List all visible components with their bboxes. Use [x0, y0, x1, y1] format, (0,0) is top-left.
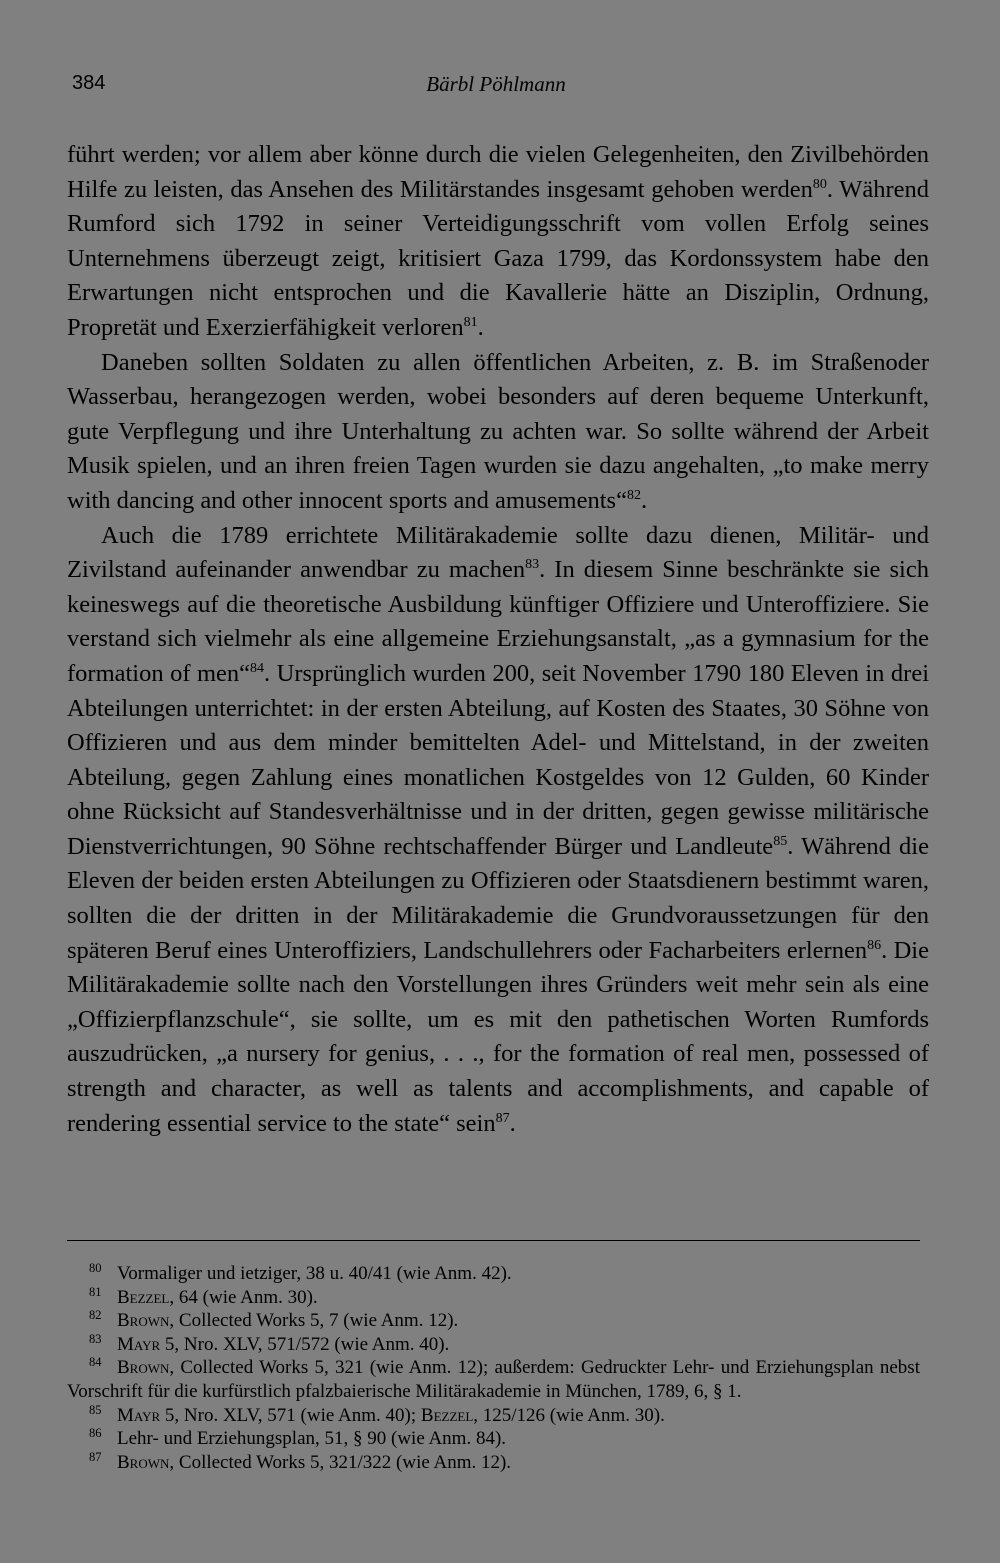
footnote-reference: 86	[867, 937, 882, 953]
footnote: 80 Vormaliger und ietziger, 38 u. 40/41 (wie Anm. 42).	[89, 1261, 512, 1284]
text-run: , Collected Works 5, 321/322 (wie Anm. 12).	[169, 1451, 512, 1473]
text-run: Vormaliger und ietziger, 38 u. 40/41 (wie Anm. 42).	[117, 1263, 512, 1284]
author-name: Bezzel	[117, 1286, 170, 1308]
text-run: . Während Rumford sich 1792 in seiner Verteidigungsschrift vom vollen Erfolg seines Unternehmens überzeugt zeigt, kritisiert Gaza 1799, das Kordonssystem habe den Erwartungen nicht entsprochen und die Kavallerie hätte an Disziplin, Ordnung, Propretät und Exerzierfähigkeit verloren	[67, 175, 929, 341]
text-run: . Ursprünglich wurden 200, seit November 1790 180 Eleven in drei Abteilungen unterrichtet: in der ersten Abteilung, auf Kosten des Staates, 30 Söhne von Offizieren und aus dem minder bemittelten Adel- und Mittelstand, in der zweiten Abteilung, gegen Zahlung eines monatlichen Kostgeldes von 12 Gulden, 60 Kinder ohne Rücksicht auf Standesverhältnisse und in der dritten, gegen gewisse militärische Dienstverrichtungen, 90 Söhne rechtschaffender Bürger und Landleute	[67, 659, 929, 860]
body-paragraph	[67, 346, 929, 519]
footnote: 81 Bezzel, 64 (wie Anm. 30).	[89, 1284, 318, 1308]
page-header	[72, 68, 920, 102]
footnote-reference: 87	[495, 1110, 510, 1126]
text-run: 5, Nro. XLV, 571/572 (wie Anm. 40).	[160, 1333, 450, 1355]
text-run: Lehr- und Erziehungsplan, 51, § 90 (wie Anm. 84).	[117, 1428, 507, 1450]
author-name: Brown	[117, 1310, 170, 1332]
text-run: .	[477, 313, 484, 341]
text-run: Auch die 1789 errichtete Militärakademie sollte dazu dienen, Militär- und Zivilstand aufeinander anwendbar zu machen	[67, 521, 929, 584]
text-run: . In diesem Sinne beschränkte sie sich keineswegs auf die theoretische Ausbildung künftiger Offiziere und Unteroffiziere. Sie verstand sich vielmehr als eine allgemeine Erziehungsanstalt, „as a gymnasium for the formation of men“	[67, 556, 929, 687]
page-number: 384	[72, 72, 106, 94]
footnote-reference: 84	[250, 660, 265, 676]
footnote-reference: 82	[626, 487, 641, 503]
footnote: 85 Mayr 5, Nro. XLV, 571 (wie Anm. 40); Bezzel, 125/126 (wie Anm. 30).	[89, 1402, 665, 1426]
running-head: Bärbl Pöhlmann	[426, 72, 566, 96]
body-paragraph	[67, 519, 929, 1142]
text-run: führt werden; vor allem aber könne durch die vielen Gelegenheiten, den Zivilbehörden Hilfe zu leisten, das Ansehen des Militärstandes insgesamt gehoben werden	[67, 141, 929, 203]
footnotes	[67, 1262, 920, 1474]
author-name: Mayr	[117, 1404, 161, 1426]
body-paragraph	[67, 138, 929, 346]
footnote: 82 Brown, Collected Works 5, 7 (wie Anm. 12).	[89, 1308, 459, 1332]
text-run: , Collected Works 5, 321 (wie Anm. 12); außerdem: Gedruckter Lehr- und Erziehungsplan nebst Vorschrift für die kurfürstlich pfalzbaierische Militärakademie in München, 1789, 6, § 1.	[67, 1357, 920, 1402]
footnote: 86 Lehr- und Erziehungsplan, 51, § 90 (wie Anm. 84).	[89, 1426, 507, 1450]
text-run: . Die Militärakademie sollte nach den Vorstellungen ihres Gründers weit mehr sein als eine „Offizierpflanzschule“, sie sollte, um es mit den pathetischen Worten Rumfords auszudrücken, „a nursery for genius, . . ., for the formation of real men, possessed of strength and character, as well as talents and accomplishments, and capable of rendering essential service to the state“ sein	[67, 936, 929, 1137]
author-name: Mayr	[117, 1333, 161, 1355]
text-run: , 125/126 (wie Anm. 30).	[473, 1404, 665, 1426]
text-run: .	[640, 486, 648, 514]
footnote: 84 Brown, Collected Works 5, 321 (wie Anm. 12); außerdem: Gedruckter Lehr- und Erziehungsplan nebst Vorschrift für die kurfürstlich pfalzbaierische Militärakademie in München, 1789, 6, § 1.	[67, 1355, 920, 1402]
footnote: 83 Mayr 5, Nro. XLV, 571/572 (wie Anm. 40).	[89, 1331, 450, 1355]
text-run: . Während die Eleven der beiden ersten Abteilungen zu Offizieren oder Staatsdienern bestimmt waren, sollten die der dritten in der Militärakademie die Grundvoraussetzungen für den späteren Beruf eines Unteroffiziers, Landschullehrers oder Facharbeiters erlernen	[67, 832, 929, 964]
text-run: .	[509, 1109, 516, 1137]
text-run: Daneben sollten Soldaten zu allen öffentlichen Arbeiten, z. B. im Straßenoder Wasserbau, herangezogen werden, wobei besonders auf deren bequeme Unterkunft, gute Verpflegung und ihre Unterhaltung zu achten war. So sollte während der Arbeit Musik spielen, und an ihren freien Tagen wurden sie dazu angehalten, „to make merry with dancing and other innocent sports and amusements“	[67, 348, 929, 514]
text-run: , 64 (wie Anm. 30).	[169, 1286, 318, 1308]
author-name: Bezzel	[420, 1404, 474, 1426]
body-text	[67, 138, 929, 1141]
footnote-reference: 85	[773, 833, 788, 849]
text-run: , Collected Works 5, 7 (wie Anm. 12).	[169, 1310, 459, 1332]
author-name: Brown	[117, 1451, 170, 1473]
author-name: Brown	[117, 1357, 170, 1379]
footnote-separator	[67, 1240, 920, 1241]
footnote-reference: 80	[812, 176, 827, 192]
footnote: 87 Brown, Collected Works 5, 321/322 (wie Anm. 12).	[89, 1449, 512, 1473]
footnote-reference: 81	[463, 314, 478, 330]
footnote-reference: 83	[525, 557, 540, 573]
text-run: 5, Nro. XLV, 571 (wie Anm. 40);	[160, 1404, 421, 1426]
